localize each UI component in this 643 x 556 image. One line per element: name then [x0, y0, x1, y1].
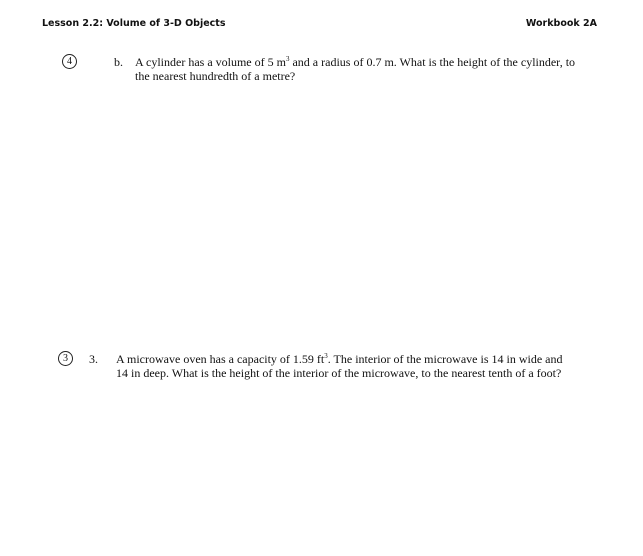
question-text-part: and a radius of 0.7 m. What is the height of the cylinder, to	[289, 55, 576, 69]
marks-badge: 4	[62, 54, 77, 69]
page-header	[42, 18, 597, 34]
question-line: 14 in deep. What is the height of the interior of the microwave, to the nearest tenth of a foot?	[116, 366, 562, 380]
question-line	[116, 352, 562, 366]
question-text	[116, 352, 562, 380]
question-text-part: A cylinder has a volume of 5 m	[135, 55, 286, 69]
workbook-title: Workbook 2A	[525, 18, 597, 29]
question-text-part: A microwave oven has a capacity of 1.59 ft	[116, 352, 325, 366]
question-label: 3.	[89, 352, 98, 366]
marks-badge: 3	[58, 351, 73, 366]
superscript: 3	[324, 352, 328, 360]
question-text	[135, 55, 575, 83]
superscript: 3	[285, 55, 290, 63]
question-line	[135, 55, 575, 69]
lesson-title: Lesson 2.2: Volume of 3-D Objects	[42, 18, 226, 29]
question-label: b.	[114, 55, 123, 69]
question-line: the nearest hundredth of a metre?	[135, 69, 296, 83]
question-text-part: . The interior of the microwave is 14 in wide and	[327, 352, 563, 366]
